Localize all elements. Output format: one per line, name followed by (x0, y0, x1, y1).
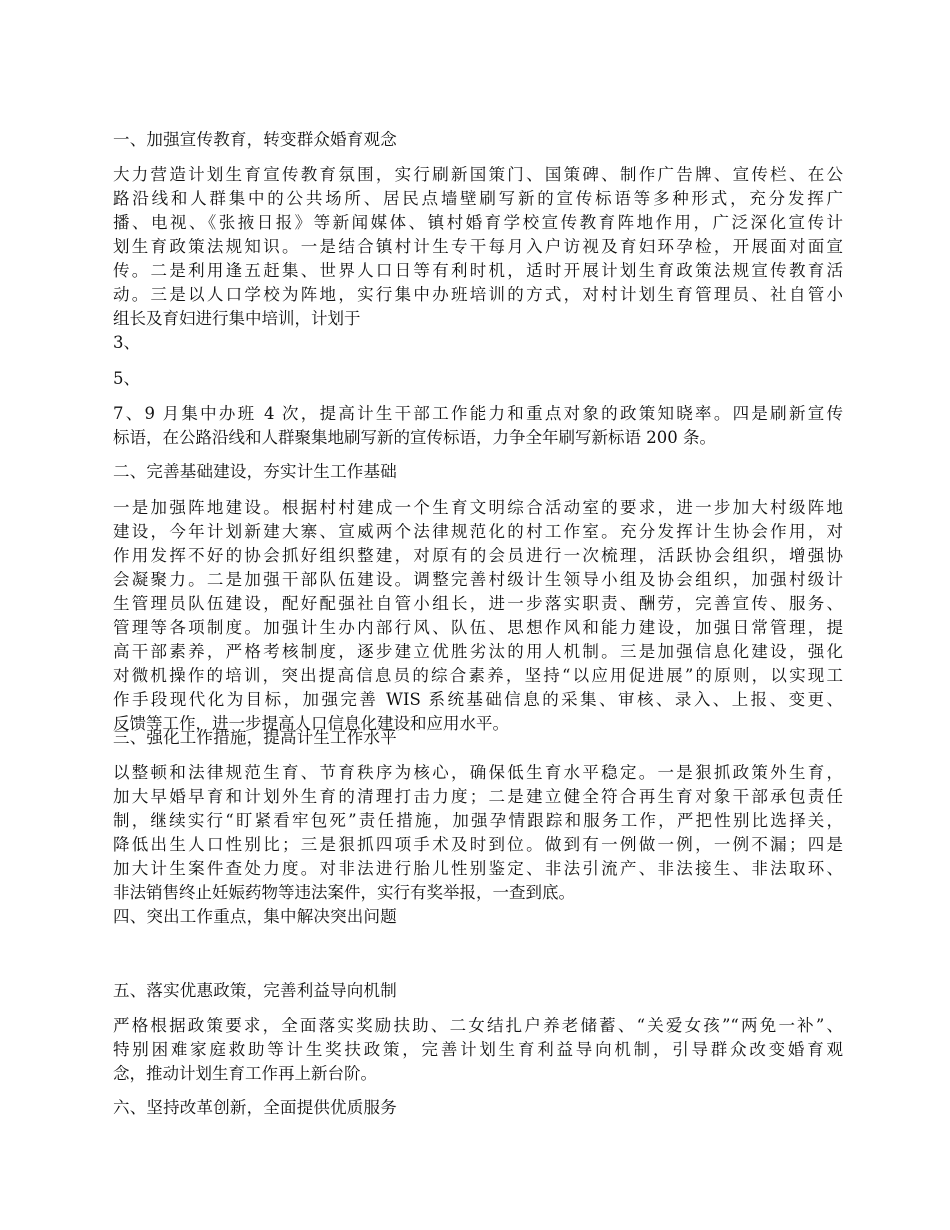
paragraph-line: 作手段现代化为目标，加强完善 WIS 系统基础信息的采集、审核、录入、上报、变更、 (113, 690, 843, 709)
paragraph-line: 传。二是利用逢五赶集、世界人口日等有利时机，适时开展计划生育政策法规宣传教育活 (113, 261, 843, 280)
paragraph-line: 加大早婚早育和计划外生育的清理打击力度；二是建立健全符合再生育对象干部承包责任 (113, 787, 843, 806)
paragraph-line: 作用发挥不好的协会抓好组织整建，对原有的会员进行一次梳理，活跃协会组织，增强协 (113, 546, 843, 565)
paragraph-line: 生管理员队伍建设，配好配强社自管小组长，进一步落实职责、酬劳，完善宣传、服务、 (113, 594, 843, 613)
paragraph-line: 以整顿和法律规范生育、节育秩序为核心，确保低生育水平稳定。一是狠抓政策外生育， (113, 763, 843, 782)
paragraph-line: 非法销售终止妊娠药物等违法案件，实行有奖举报，一查到底。 (113, 883, 575, 902)
paragraph-line: 建设，今年计划新建大寨、宣威两个法律规范化的村工作室。充分发挥计生协会作用，对 (113, 522, 843, 541)
paragraph-line: 加大计生案件查处力度。对非法进行胎儿性别鉴定、非法引流产、非法接生、非法取环、 (113, 859, 843, 878)
section-heading-4: 四、突出工作重点，集中解决突出问题 (113, 907, 397, 926)
paragraph-line: 反馈等工作，进一步提高人口信息化建设和应用水平。 (113, 714, 509, 733)
paragraph-line: 制，继续实行“盯紧看牢包死”责任措施，加强孕情跟踪和服务工作，严把性别比选择关， (113, 811, 843, 830)
paragraph-line: 路沿线和人群集中的公共场所、居民点墙壁刷写新的宣传标语等多种形式，充分发挥广 (113, 189, 843, 208)
paragraph-line: 播、电视、《张掖日报》等新闻媒体、镇村婚育学校宣传教育阵地作用，广泛深化宣传计 (113, 213, 843, 232)
paragraph-line: 动。三是以人口学校为阵地，实行集中办班培训的方式，对村计划生育管理员、社自管小 (113, 285, 843, 304)
paragraph-line: 特别困难家庭救助等计生奖扶政策，完善计划生育利益导向机制，引导群众改变婚育观 (113, 1040, 843, 1059)
section-heading-2: 二、完善基础建设，夯实计生工作基础 (113, 462, 397, 481)
section-heading-3: 三、强化工作措施，提高计生工作水平 (113, 728, 397, 747)
paragraph-line: 高干部素养，严格考核制度，逐步建立优胜劣汰的用人机制。三是加强信息化建设，强化 (113, 642, 843, 661)
paragraph-line: 对微机操作的培训，突出提高信息员的综合素养，坚持“以应用促进展”的原则，以实现工 (113, 666, 843, 685)
paragraph-line: 大力营造计划生育宣传教育氛围，实行刷新国策门、国策碑、制作广告牌、宣传栏、在公 (113, 165, 843, 184)
paragraph-line: 会凝聚力。二是加强干部队伍建设。调整完善村级计生领导小组及协会组织，加强村级计 (113, 570, 843, 589)
paragraph-line: 7、9 月集中办班 4 次，提高计生干部工作能力和重点对象的政策知晓率。四是刷新宣传 (113, 404, 843, 423)
list-item-3: 3、 (113, 333, 140, 352)
paragraph-line: 一是加强阵地建设。根据村村建成一个生育文明综合活动室的要求，进一步加大村级阵地 (113, 498, 843, 517)
paragraph-line: 管理等各项制度。加强计生办内部行风、队伍、思想作风和能力建设，加强日常管理，提 (113, 618, 843, 637)
paragraph-line: 组长及育妇进行集中培训，计划于 (113, 309, 361, 328)
list-item-5: 5、 (113, 369, 140, 388)
section-heading-1: 一、加强宣传教育，转变群众婚育观念 (113, 130, 397, 149)
paragraph-line: 降低出生人口性别比；三是狠抓四项手术及时到位。做到有一例做一例，一例不漏；四是 (113, 835, 843, 854)
paragraph-line: 划生育政策法规知识。一是结合镇村计生专干每月入户访视及育妇环孕检，开展面对面宣 (113, 237, 843, 256)
paragraph-line: 标语，在公路沿线和人群聚集地刷写新的宣传标语，力争全年刷写新标语 200 条。 (113, 428, 716, 447)
paragraph-line: 念，推动计划生育工作再上新台阶。 (113, 1064, 377, 1083)
section-heading-6: 六、坚持改革创新，全面提供优质服务 (113, 1098, 397, 1117)
section-heading-5: 五、落实优惠政策，完善利益导向机制 (113, 981, 397, 1000)
paragraph-line: 严格根据政策要求，全面落实奖励扶助、二女结扎户养老储蓄、“关爱女孩”“两免一补”、 (113, 1016, 843, 1035)
